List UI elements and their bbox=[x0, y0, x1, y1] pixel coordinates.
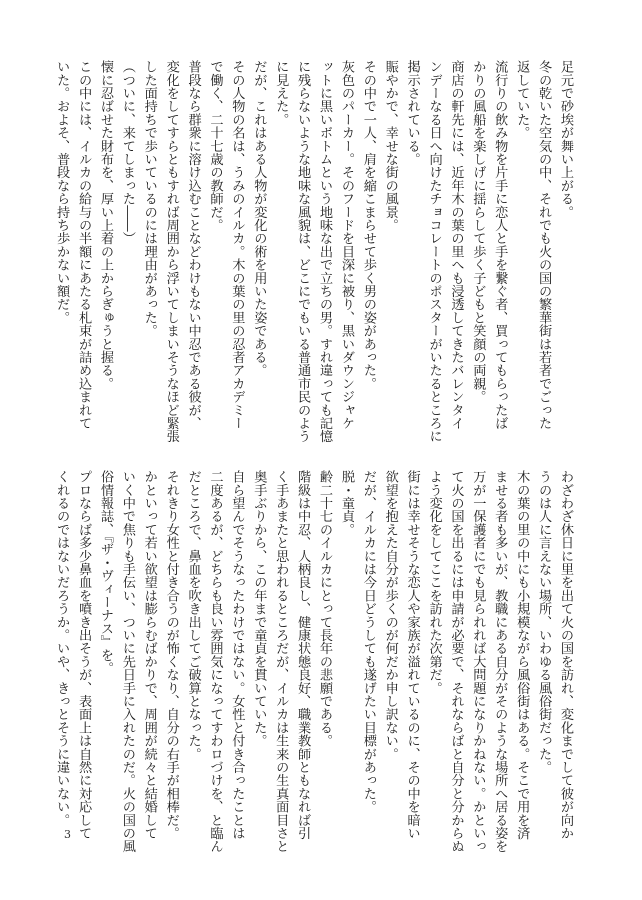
text-line: 普段なら群衆に溶け込むことなどわけもない中忍である彼が、 bbox=[185, 60, 201, 430]
text-line: 足元で砂埃が舞い上がる。 bbox=[558, 60, 573, 219]
page-number: 3 bbox=[64, 828, 71, 841]
text-line: 変化をしてすらともすれば周囲から浮いてしまいそうなほど緊張 bbox=[163, 60, 179, 443]
text-line: 流行りの飲み物を片手に恋人と手を繋ぐ者、買ってもらったば bbox=[492, 60, 508, 430]
text-line: に残らないような地味な風貌は、どこにでもいる普通市民のよう bbox=[295, 60, 311, 443]
text-line: て火の国を出るには申請が必要で、それならばと自分と分からぬ bbox=[448, 470, 464, 853]
text-line: 自ら望んでそうなったわけではない。女性と付き合ったことは bbox=[229, 470, 245, 840]
text-line: だが、これはある人物が変化の術を用いた姿である。 bbox=[251, 60, 267, 377]
text-line: 俗情報誌、『ザ・ヴィーナス』を。 bbox=[97, 470, 113, 675]
text-line: した面持ちで歩いているのには理由があった。 bbox=[141, 60, 157, 338]
text-line: くれるのではないだろうか。いや、きっとそうに違いない。 bbox=[54, 470, 70, 827]
text-line: ットに黒いボトムという地味な出で立ちの男。すれ違っても記憶 bbox=[317, 60, 333, 443]
text-line: 階級は中忍、人柄良し、健康状態良好、職業教師ともなれば引 bbox=[295, 470, 311, 840]
text-line: 奥手ぶりから、この年まで童貞を貫いていた。 bbox=[251, 470, 267, 748]
text-line: うのは人に言えない場所、いわゆる風俗街だった。 bbox=[536, 470, 552, 774]
text-line: 冬の乾いた空気の中、それでも火の国の繁華街は若者でごった bbox=[536, 60, 552, 430]
text-line: だが、イルカには今日どうしても遂げたい目標があった。 bbox=[360, 470, 376, 814]
text-line: 掲示されている。 bbox=[404, 60, 420, 166]
text-line: で働く、二十七歳の教師だ。 bbox=[207, 60, 223, 232]
text-line: 街には幸せそうな恋人や家族が溢れているのに、その中を暗い bbox=[404, 470, 420, 840]
text-line: ンデーなる日へ向けたチョコレートのポスターがいたるところに bbox=[426, 60, 442, 443]
text-line: 灰色のパーカー。そのフードを目深に被り、黒いダウンジャケ bbox=[338, 60, 354, 430]
text-line: 懐に忍ばせた財布を、厚い上着の上からぎゅうと握る。 bbox=[97, 60, 113, 390]
text-line: に見えた。 bbox=[273, 60, 289, 126]
text-line: プロならば多少鼻血を噴き出そうが、表面上は自然に対応して bbox=[76, 470, 92, 840]
text-line: いく中で焦りも手伝い、ついに先日手に入れたのだ。火の国の風 bbox=[119, 470, 135, 853]
text-line: かといって若い欲望は膨らむばかりで、周囲が続々と結婚して bbox=[141, 470, 157, 840]
text-line: その人物の名は、うみのイルカ。木の葉の里の忍者アカデミー bbox=[229, 60, 245, 430]
text-line: 脱・童貞。 bbox=[338, 470, 354, 536]
text-line: いた。およそ、普段なら持ち歩かない額だ。 bbox=[54, 60, 70, 324]
text-line: （ついに、来てしまった――） bbox=[119, 60, 135, 245]
text-line: その中で一人、肩を縮こまらせて歩く男の姿があった。 bbox=[360, 60, 376, 390]
text-line: ませる者も多いが、教職にある自分がそのような場所へ居る姿を bbox=[492, 470, 508, 853]
text-line: 齢二十七のイルカにとって長年の悲願である。 bbox=[317, 470, 333, 748]
text-line: 賑やかで、幸せな街の風景。 bbox=[382, 60, 398, 232]
text-line: 木の葉の里の中にも小規模ながら風俗街はある。そこで用を済 bbox=[514, 470, 530, 840]
text-line: この中には、イルカの給与の半額にあたる札束が詰め込まれて bbox=[76, 60, 92, 430]
text-line: かりの風船を楽しげに揺らして歩く子どもと笑顔の両親。 bbox=[470, 60, 486, 404]
text-line: 欲望を抱えた自分が歩くのが何だか申し訳ない。 bbox=[382, 470, 398, 761]
text-line: く手あまたと思われるところだが、イルカは生来の生真面目さと bbox=[273, 470, 289, 853]
text-line: それきり女性と付き合うのが怖くなり、自分の右手が相棒だ。 bbox=[163, 470, 179, 840]
text-block-upper bbox=[54, 60, 576, 455]
text-line: だところで、鼻血を吹き出してご破算となった。 bbox=[185, 470, 201, 761]
text-line: 商店の軒先には、近年木の葉の里へも浸透してきたバレンタイ bbox=[448, 60, 464, 430]
text-block-lower bbox=[54, 470, 576, 853]
text-line: 万が一保護者にでも見られれば大問題になりかねない。かといっ bbox=[470, 470, 486, 853]
text-line: 返していた。 bbox=[514, 60, 530, 140]
text-line: よう変化をしてここを訪れた次第だ。 bbox=[426, 470, 442, 695]
text-line: わざわざ休日に里を出て火の国を訪れ、変化までして彼が向か bbox=[558, 470, 573, 840]
text-line: 二度あるが、どちらも良い雰囲気になってすわロづけを、と臨ん bbox=[207, 470, 223, 853]
